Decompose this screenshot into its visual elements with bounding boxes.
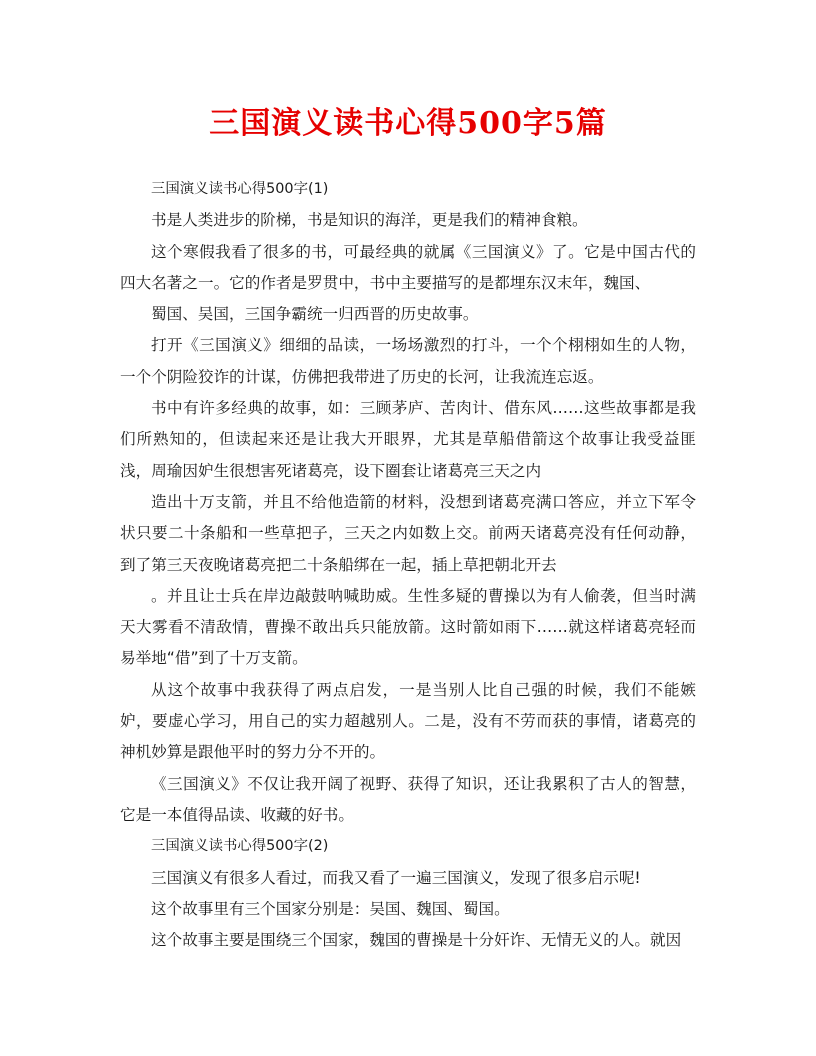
paragraph: 蜀国、吴国，三国争霸统一归西晋的历史故事。	[151, 305, 479, 324]
paragraph: 打开《三国演义》细细的品读，一场场激烈的打斗，一个个栩栩如生的人物，一个个阴险狡诈的计谋，仿佛把我带进了历史的长河，让我流连忘返。	[120, 336, 696, 386]
paragraph: 三国演义有很多人看过，而我又看了一遍三国演义，发现了很多启示呢!	[151, 868, 641, 887]
paragraph: 书中有许多经典的故事，如：三顾茅庐、苦肉计、借东风……这些故事都是我们所熟知的，但读起来还是让我大开眼界，尤其是草船借箭这个故事让我受益匪浅，周瑜因妒生很想害死诸葛亮，设下圈套让诸葛亮三天之内	[120, 399, 696, 480]
paragraph: 《三国演义》不仅让我开阔了视野、获得了知识，还让我累积了古人的智慧，它是一本值得品读、收藏的好书。	[120, 774, 696, 824]
paragraph: 。并且让士兵在岸边敲鼓呐喊助威。生性多疑的曹操以为有人偷袭，但当时满天大雾看不清敌情，曹操不敢出兵只能放箭。这时箭如雨下……就这样诸葛亮轻而易举地“借”到了十万支箭。	[120, 586, 696, 668]
document-body	[120, 174, 696, 956]
paragraph: 造出十万支箭，并且不给他造箭的材料，没想到诸葛亮满口答应，并立下军令状只要二十条船和一些草把子，三天之内如数上交。前两天诸葛亮没有任何动静，到了第三天夜晚诸葛亮把二十条船绑在一起，插上草把朝北开去	[120, 492, 696, 574]
paragraph: 从这个故事中我获得了两点启发，一是当别人比自己强的时候，我们不能嫉妒，要虚心学习，用自己的实力超越别人。二是，没有不劳而获的事情，诸葛亮的神机妙算是跟他平时的努力分不开的。	[120, 680, 696, 762]
paragraph: 这个寒假我看了很多的书，可最经典的就属《三国演义》了。它是中国古代的四大名著之一。它的作者是罗贯中，书中主要描写的是都埋东汉末年，魏国、	[120, 242, 696, 292]
document-title: 三国演义读书心得500字5篇	[209, 106, 607, 141]
paragraph: 这个故事主要是围绕三个国家，魏国的曹操是十分奸诈、无情无义的人。就因	[151, 931, 682, 950]
section-heading: 三国演义读书心得500字(2)	[151, 838, 329, 855]
section-heading: 三国演义读书心得500字(1)	[151, 181, 329, 197]
paragraph: 这个故事里有三个国家分别是：吴国、魏国、蜀国。	[151, 899, 510, 918]
paragraph: 书是人类进步的阶梯，书是知识的海洋，更是我们的精神食粮。	[151, 211, 588, 230]
